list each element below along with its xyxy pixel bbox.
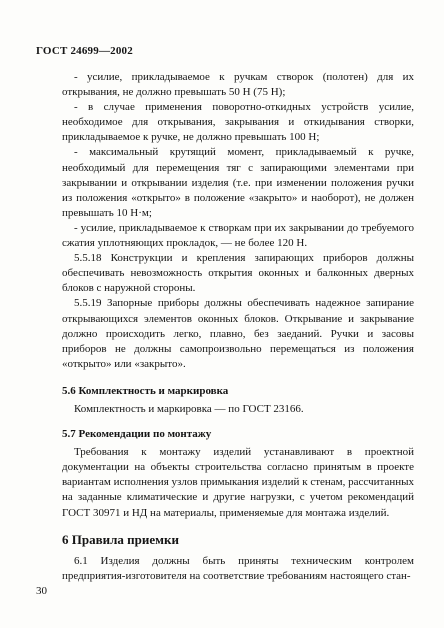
paragraph: - в случае применения поворотно-откидных устройств усилие, необходимое для открывания, закрывания и откидывания створки, прикладываемое к ручке, не должно превышать 100 Н; [62,101,414,144]
paragraph: Комплектность и маркировка — по ГОСТ 23166. [74,402,304,415]
page-number: 30 [36,585,47,597]
document-body [62,70,414,584]
paragraph: - усилие, прикладываемое к створкам при их закрывании до требуемого сжатия уплотняющих прокладок, — не более 120 Н. [62,221,414,250]
paragraph: - усилие, прикладываемое к ручкам створок (полотен) для их открывания, не должно превышать 50 Н (75 Н); [62,71,414,99]
section-heading-6: 6 Правила приемки [62,531,179,547]
paragraph: Требования к монтажу изделий устанавливают в проектной документации на объекты строительства согласно принятым в проекте вариантам исполнения узлов примыкания изделий к стенам, рассчитанных на заданные климатические и другие нагрузки, с учетом рекомендаций ГОСТ 30971 и НД на материалы, применяемые для монтажа изделий. [62,446,414,519]
section-heading-5-7: 5.7 Рекомендации по монтажу [62,428,212,441]
paragraph: 5.5.18 Конструкции и крепления запирающих приборов должны обеспечивать невозможность открытия оконных и балконных дверных блоков с наружной стороны. [62,252,414,295]
document-header: ГОСТ 24699—2002 [36,45,133,57]
section-heading-5-6: 5.6 Комплектность и маркировка [62,384,229,397]
paragraph: - максимальный крутящий момент, прикладываемый к ручке, необходимый для перемещения тяг с запирающими элементами при закрывании и открывании изделия (т.е. при изменении положения ручки из положения «открыто» в положение «закрыто» и наоборот), не должен превышать 10 Н·м; [62,146,414,219]
paragraph: 5.5.19 Запорные приборы должны обеспечивать надежное запирание открывающихся элементов оконных блоков. Открывание и закрывание должно происходить легко, плавно, без заеданий. Ручки и засовы приборов не должны самопроизвольно перемещаться из положения «открыто» или «закрыто». [62,297,414,370]
paragraph: 6.1 Изделия должны быть приняты техническим контролем предприятия-изготовителя на соответствие требованиям настоящего стан- [62,554,414,582]
